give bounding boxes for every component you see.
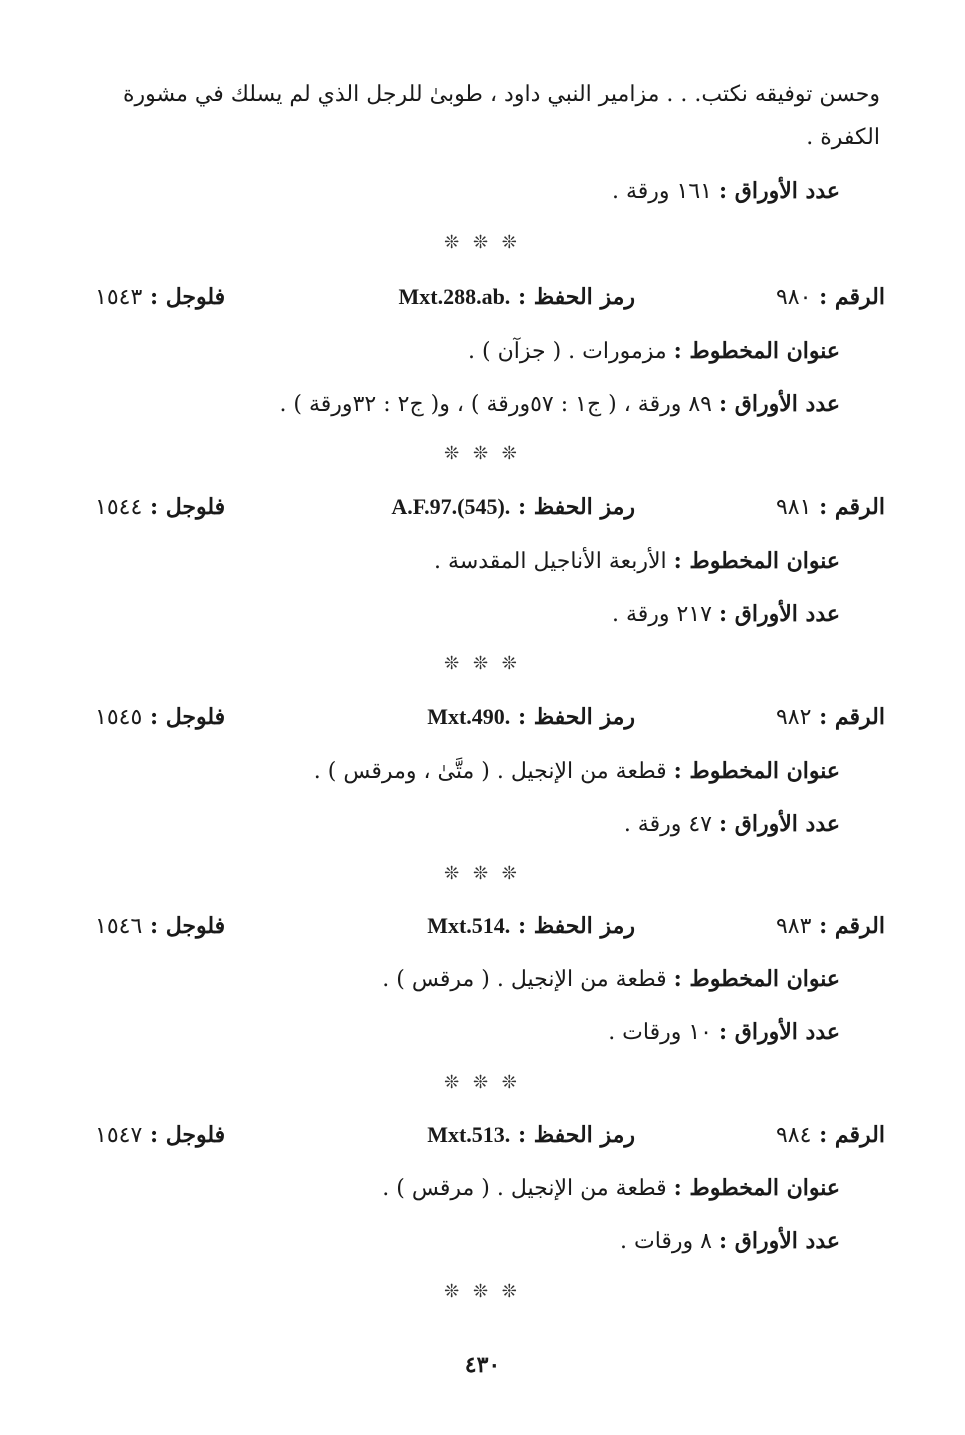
- entry-header-row: [95, 281, 885, 313]
- entry-title-line: [434, 546, 840, 577]
- entry-header-row: [95, 701, 885, 733]
- entry-number: الرقم : ٩٨٤: [775, 1122, 885, 1148]
- entry-flugel: فلوجل : ١٥٤٣: [95, 284, 226, 310]
- entry-leaves-line: [279, 389, 840, 420]
- leaves-label: عدد الأوراق :: [719, 1228, 840, 1254]
- entry-header-row: [95, 1119, 885, 1151]
- leaves-label: عدد الأوراق :: [719, 811, 840, 837]
- leaves-value: ٤٧ ورقة .: [623, 812, 712, 837]
- entry-header-row: [95, 910, 885, 942]
- separator-stars: ❊ ❊ ❊: [444, 653, 521, 674]
- leaves-label: عدد الأوراق :: [719, 1019, 840, 1045]
- entry-shelfmark: رمز الحفظ : Mxt.288.ab.: [398, 284, 635, 310]
- intro-leaves-line: [612, 176, 840, 207]
- entry-number: الرقم : ٩٨٣: [775, 913, 885, 939]
- entry-flugel: فلوجل : ١٥٤٧: [95, 1122, 226, 1148]
- separator-stars: ❊ ❊ ❊: [444, 863, 521, 884]
- intro-text-2: الكفرة .: [806, 125, 880, 150]
- leaves-value: ٨٩ ورقة ، ( ج١ : ٥٧ورقة ) ، و( ج٢ : ٣٢ورقة ) .: [279, 392, 712, 417]
- entry-leaves-line: [624, 809, 840, 840]
- entry-number: الرقم : ٩٨١: [775, 494, 885, 520]
- leaves-label: عدد الأوراق :: [719, 391, 840, 417]
- leaves-label: عدد الأوراق :: [719, 178, 840, 204]
- leaves-label: عدد الأوراق :: [719, 601, 840, 627]
- separator-stars: ❊ ❊ ❊: [444, 232, 521, 253]
- entry-shelfmark: رمز الحفظ : Mxt.514.: [427, 913, 635, 939]
- entry-number: الرقم : ٩٨٢: [775, 704, 885, 730]
- title-label: عنوان المخطوط :: [673, 338, 840, 364]
- entry-shelfmark: رمز الحفظ : Mxt.490.: [427, 704, 635, 730]
- separator-stars: ❊ ❊ ❊: [444, 443, 521, 464]
- leaves-value: ١٦١ ورقة .: [612, 179, 712, 204]
- title-value: قطعة من الإنجيل . ( مرقس ) .: [382, 1176, 667, 1201]
- entry-title-line: [382, 964, 840, 995]
- title-label: عنوان المخطوط :: [673, 548, 840, 574]
- page-number: ٤٣٠: [464, 1352, 501, 1378]
- intro-line-2: [806, 123, 880, 153]
- entry-leaves-line: [620, 1226, 840, 1257]
- entry-header-row: [95, 491, 885, 523]
- entry-flugel: فلوجل : ١٥٤٤: [95, 494, 226, 520]
- entry-leaves-line: [612, 599, 840, 630]
- entry-leaves-line: [608, 1017, 840, 1048]
- entry-flugel: فلوجل : ١٥٤٥: [95, 704, 226, 730]
- leaves-value: ٢١٧ ورقة .: [612, 602, 712, 627]
- title-value: الأربعة الأناجيل المقدسة .: [434, 549, 667, 574]
- intro-line-1: [123, 80, 880, 110]
- entry-number: الرقم : ٩٨٠: [775, 284, 885, 310]
- separator-stars: ❊ ❊ ❊: [444, 1072, 521, 1093]
- title-value: قطعة من الإنجيل . ( متَّىٰ ، ومرقس ) .: [313, 759, 667, 784]
- title-value: قطعة من الإنجيل . ( مرقس ) .: [382, 967, 667, 992]
- separator-stars: ❊ ❊ ❊: [444, 1281, 521, 1302]
- entry-flugel: فلوجل : ١٥٤٦: [95, 913, 226, 939]
- title-label: عنوان المخطوط :: [673, 758, 840, 784]
- entry-title-line: [314, 756, 840, 787]
- entry-shelfmark: رمز الحفظ : A.F.97.(545).: [391, 494, 635, 520]
- leaves-value: ٨ ورقات .: [620, 1229, 712, 1254]
- title-label: عنوان المخطوط :: [673, 966, 840, 992]
- title-value: مزمورات . ( جزآن ) .: [468, 339, 667, 364]
- intro-text-1: وحسن توفيقه نكتب. . . مزامير النبي داود ، طوبىٰ للرجل الذي لم يسلك في مشورة: [122, 82, 880, 107]
- entry-title-line: [468, 336, 840, 367]
- entry-title-line: [382, 1173, 840, 1204]
- entry-shelfmark: رمز الحفظ : Mxt.513.: [427, 1122, 635, 1148]
- title-label: عنوان المخطوط :: [673, 1175, 840, 1201]
- leaves-value: ١٠ ورقات .: [608, 1020, 712, 1045]
